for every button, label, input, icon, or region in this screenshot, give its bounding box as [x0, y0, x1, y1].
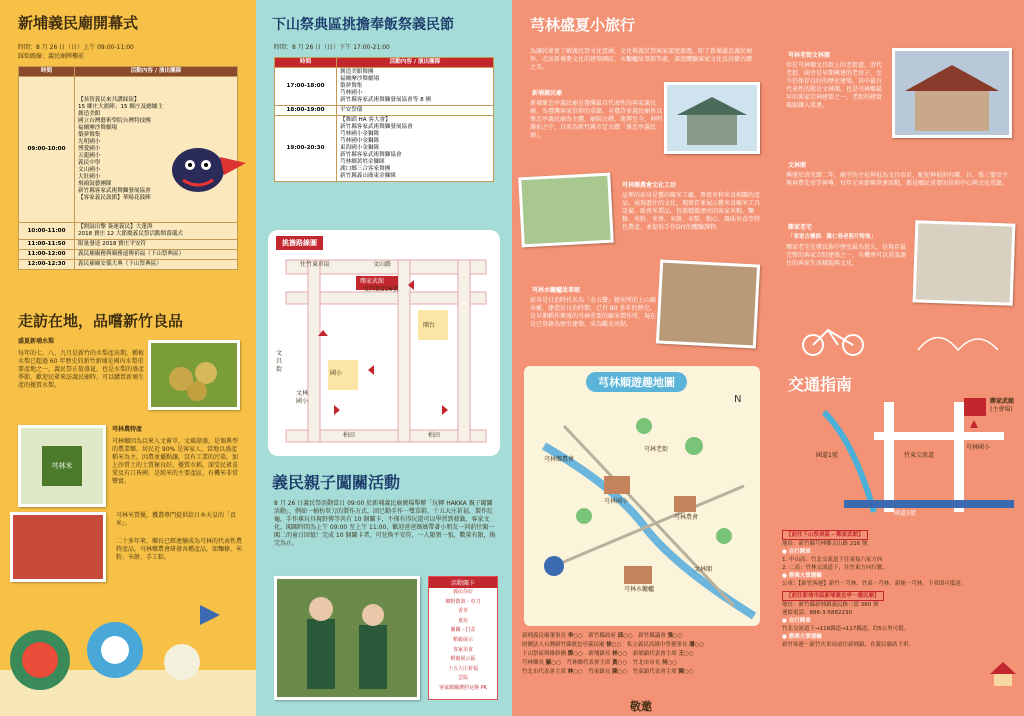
panel-summer-trip: [512, 0, 768, 716]
rice-bag-photo: 芎林米: [18, 425, 106, 507]
table-row: 19:00-20:30 【舞蹈 HA 客大會】 新竹縣客家武術舞獅發展協會 芎林國小金獅隊 芎林國中金獅隊 東海國小金獅隊 新竹縣客家武術舞獅協會 芎林鄉黃姓金獅隊 湖口鄉三合客家舞團 新竹縣義山廣東金獅隊: [275, 116, 494, 182]
sponsor-list: 新埔義民廟董事長 李○○ 新竹縣政府 邱○○ 新竹縣議會 張○○ 財團法人台灣新竹縣褒忠亭義民廟 徐○○ 私立義民高級中學董事長 潘○○ 下山祭區與維修團 鄧○○ 新埔鎮長 林○○ 新埔鎮代表會主席 王○○ 芎林鄉長 羅○○ 芎林鄉代表會主席 黃○○ 竹北市市長 何○○ 竹北市代表會主席 林○○ 竹東鎮長 陳○○ 竹東鎮代表會主席 陳○○: [522, 633, 705, 675]
panel-opening-ceremony: [0, 0, 256, 716]
bicycle-icon: [798, 320, 998, 360]
panel-offering-festival: [256, 0, 512, 716]
route-map-title: 挑擔路線圖: [276, 236, 323, 250]
rice-mill-photo: [656, 259, 760, 348]
lion-dance-footer-illustration: [0, 600, 256, 716]
schedule-table-2: 時間 活動內容 / 演出團隊 17:00-18:00 創造美館舞團 福爾摩沙舞劇場 築夢舞集 芎林國小 新竹縣客家武術舞獅發展協會等 8 團 18:00-19:00 平安祭儀 19:00-20:30 【舞蹈 HA 客大會】 新竹縣客家武術舞獅發展協會 芎林國小金獅隊 芎林國中金獅隊 東海國小金獅隊 新竹縣客家武術舞獅協會 芎林鄉黃姓金獅隊 湖口鄉三合客家舞團 新竹縣義山廣東金獅隊: [274, 57, 494, 182]
products-photo: [10, 512, 106, 582]
tour-map-title: 芎林順遊趣地圖: [586, 372, 687, 392]
panel1-title: 新埔義民廟開幕式: [18, 14, 139, 32]
old-house-photo: [913, 220, 1016, 305]
stage-card: 活動關卡 義民你好 鄉野散策 - 草刀 香草 童玩 闖關 - 打盆 稻穀展示 客家美食 稻穀展示區 十五大庄祈福 雲版 客家闖關護照兌換 PK: [428, 576, 498, 700]
col-activity: 活動內容 / 演出團隊: [75, 67, 238, 77]
spot-text-6: 鄭家老宅在鄭氏族中歷史最為悠久，是現存最完整的客家合院建築之一，有機會可以重溫過往的客家生活樣貌與文化。: [786, 244, 907, 267]
kids-activity-title: 義民親子闖關活動: [272, 473, 401, 492]
table-row: 11:00-11:50 限量發送 2018 寶庄平安符: [19, 240, 238, 250]
temple-gate-photo: [664, 82, 760, 154]
spot-title-1: 新埔義民廟: [532, 90, 563, 97]
rice-text: 芎林鄉因為以來人文薈萃，文風鼎盛，是個典型的農業鄉，居民近 90% 是客家人，當地以盛產稻米為主，因農並播點讓，沒有工業的污染，加上沙質土的土質極良好，優質水稻，深受民眾喜愛及有口皆碑，是純米的主要產區，有機米非常豐富。: [112, 438, 239, 485]
spot-title-6: 鄭家老宅: [788, 224, 813, 231]
old-street-photo: [892, 48, 1012, 138]
spot-text-2: 這裡的前身是舊的碾米工廠，專賣米和米食相關的產品，展現過往的文化。現保存並展示舊米食碾米工具設備、販賣米製品、包裝精緻漂亮的客家米糧、麵條、米粉、米香、米餅、米麩、點心、風味米食等特色農產，並提供手作DIY的體驗課程。: [622, 192, 761, 231]
pear-text: 每年的七、八、九月是新竹的水梨產出期，種植水梨已超過 60 年歷史的新竹新埔是國內水梨重要產地之一，義民祭正值盛夏，也是水梨的盛產季節，歡迎民眾來訪義民廟時，可以購買新埔生產的優質水梨。: [18, 350, 145, 389]
lion-dance-illustration: [168, 135, 248, 205]
house-icon: [988, 660, 1018, 688]
rice-bullet-2: 二十多年來，鄉長已經連續成為芎林的代表性農特產品，芎林鄉農會研發各種產品，如麵條、米粉、米餅、手工粽。: [116, 538, 243, 561]
spot-title-4: 芎林老街文林閣: [788, 52, 831, 59]
closing-text: 敬邀: [630, 700, 652, 713]
table-row: 17:00-18:00 創造美館舞團 福爾摩沙舞劇場 築夢舞集 芎林國小 新竹縣客家武術舞獅發展協會等 8 團: [275, 68, 494, 106]
transport-title: 交通指南: [788, 375, 853, 394]
panel1-time: 時間：8 月 26 日（日）上午 09:00-11:00: [18, 44, 134, 51]
spot-text-5: 興建於清光緒二年，廟宇的主祀神祇為文昌帝君，配祀神祇則有關、呂、張三聖帝主與神農先帝等神尊，每年元宵節與筆會活動，都是鄉民重要的信仰中心與文化重鎮。: [786, 172, 1009, 187]
rice-title: 芎林農特產: [112, 426, 143, 433]
spot-title-2: 芎林鄉農會文化工坊: [622, 182, 677, 189]
rice-bullet-1: 芎林米質優，獲選專門提供給日本天皇的「貢米」。: [116, 512, 237, 527]
transport-info: 【前往下山祭典區 - 鄭家武館】 地址：新竹縣芎林鄉文山路 216 號 ● 自行開車 1. 中山高：竹北交流道下往東接六家方向 2. 二高：竹林交流道下，往竹東方向行駛。 ● 搭乘大眾運輸 公車：【新竹客運】新竹－芎林、竹東－芎林、新埔－芎林，下車即可抵達。 【前往新埔市區新埔褒忠亭－義民廟】 地址：新竹縣新埔鎮義民路三段 360 號 連絡電話：886-3-5882230 ● 自行開車 竹北交流道下→118縣道→117縣道，約5公里可抵。 ● 搭乘大眾運輸 新竹客運－新竹火車站前往新埔鎮，在義民廟站下車。: [782, 532, 967, 648]
spot-text-3: 前身是日治時代名為「金五豐」精米所的上山碾米廠，建造於日治時期，已有 80 多年的歷史，是早期稻作興盛的芎林重要的碾米製作所，現在是已登錄為歷史建築，成為觀光亮點。: [530, 297, 657, 328]
route-map: 挑擔路線圖 往竹東市區 文山路 文昌街216號 文昌街 鄭家武館 國小 開台 柏田 柏田 文林國小: [268, 230, 500, 456]
table-row: 18:00-19:00 平安祭儀: [275, 106, 494, 116]
kids-activity-text: 8 月 26 日義民祭活動當日 09:00 於新埔義民廟廣場舉辦「玩轉 HAKKA 親子闖關活動」，例如一桶枋翠刀的製作方式，回已動手作一雙草鞋，十五大庄祈福，製作紅龜，手作蕉玩具視野傳等共有 10 個關卡，不僅有得玩還可以學習到發籤、客家文化，闖關時間為上午 09:00 至上午 11:00，歡迎爸爸媽媽帶著小朋友一同前往闖一闖二的童日回憶！完成 10 個關卡者，可兌換平安符，一人限領一張，數量有限，換完為止。: [274, 500, 496, 547]
table-row: 09:00-10:00 【恭賀義民來共讚踩街】 15 鄉庄大旗陣；15 鄉庄及總爐主 創造美館 國立台灣藝術學院台灣特技團 福爾摩沙舞劇場 築夢舞集 光明國小 博愛國小 五龍國小 義民中學 文山國小 大肚國小 飛鴻鼓藝團隊 新竹縣客家武術舞獅發展協會 【客家義民鼓節】華陽花鼓陣: [19, 77, 238, 223]
spot-title-3: 芎林水轆轤故事館: [532, 287, 581, 294]
section-local-products-title: 走訪在地，品嚐新竹良品: [18, 312, 184, 330]
kids-photo: [274, 576, 420, 700]
table-row: 12:00-12:30 義民廟廟安儀大典（下山祭典區）: [19, 260, 238, 270]
panel-transport: [768, 0, 1024, 716]
table-row: 11:00-12:00 義民廟廟務與廟務遠傳祈福（下山祭典區）: [19, 250, 238, 260]
tour-map: 芎林順遊趣地圖 N 芎林鄉農會 芎林國小 芎林農會 芎林水轆轤 文林閣 芎林老街: [524, 366, 760, 626]
spot-text-4: 位於芎林鄉文昌街上的老街道，清代老街，兩旁是早期興建的老房子，至今仍保存良好的歷史建築，其中最具代表性的就是文林閣，也是芎林鄉最早的客家宗祠建築之一，老街的樸實風貌讓人流連。: [786, 62, 883, 109]
spot-title-5: 文林閣: [788, 162, 807, 169]
panel1-place: 踩街路線：義民廟牌樓前: [18, 53, 85, 60]
panel2-time: 時間：8 月 26 日（日）下午 17:00-21:00: [274, 44, 390, 51]
transport-map: 鄭家武館 (主會場) 芎林國小 國道3號 國道1號 竹東交流道: [814, 392, 1014, 522]
pear-title: 盛夏新埔水梨: [18, 338, 55, 345]
panel3-title: 芎林盛夏小旅行: [530, 16, 636, 34]
panel2-title: 下山祭典區挑擔奉飯祭義民節: [272, 17, 454, 33]
workshop-photo: [518, 173, 614, 248]
spot-subtitle-6: 「客家古樓群．舊仁巷老照片特展」: [788, 234, 877, 240]
trip-intro: 為讓民眾更了解義民祭文化意涵、文化與義民祭客家深度旅遊，除了新埔義忠義民廟外，走訪新埔奧文化的建築園區、水轆轤故事館等處，深度體驗客家文化及技藝古蹟之美。: [530, 48, 753, 71]
table-row: 10:00-11:00 【開鼓出擊 簽運義民】大蓬湃 2018 寶庄 12 大節慶義民祭活動開幕儀式: [19, 223, 238, 240]
col-time: 時間: [19, 67, 75, 77]
pear-photo: [148, 340, 240, 410]
spot-text-1: 新埔褒忠亭義民廟是臺灣最具代表性的客家義民廟，為臺灣客家信仰的重鎮，全臺許多義民廟皆以褒忠亭義民廟為主體，廟貌古樸，流傳至今，神明護佑之中，目前為新竹縣市定古蹟「褒忠亭義民廟」。: [530, 100, 663, 139]
svg-text:N: N: [734, 394, 742, 405]
